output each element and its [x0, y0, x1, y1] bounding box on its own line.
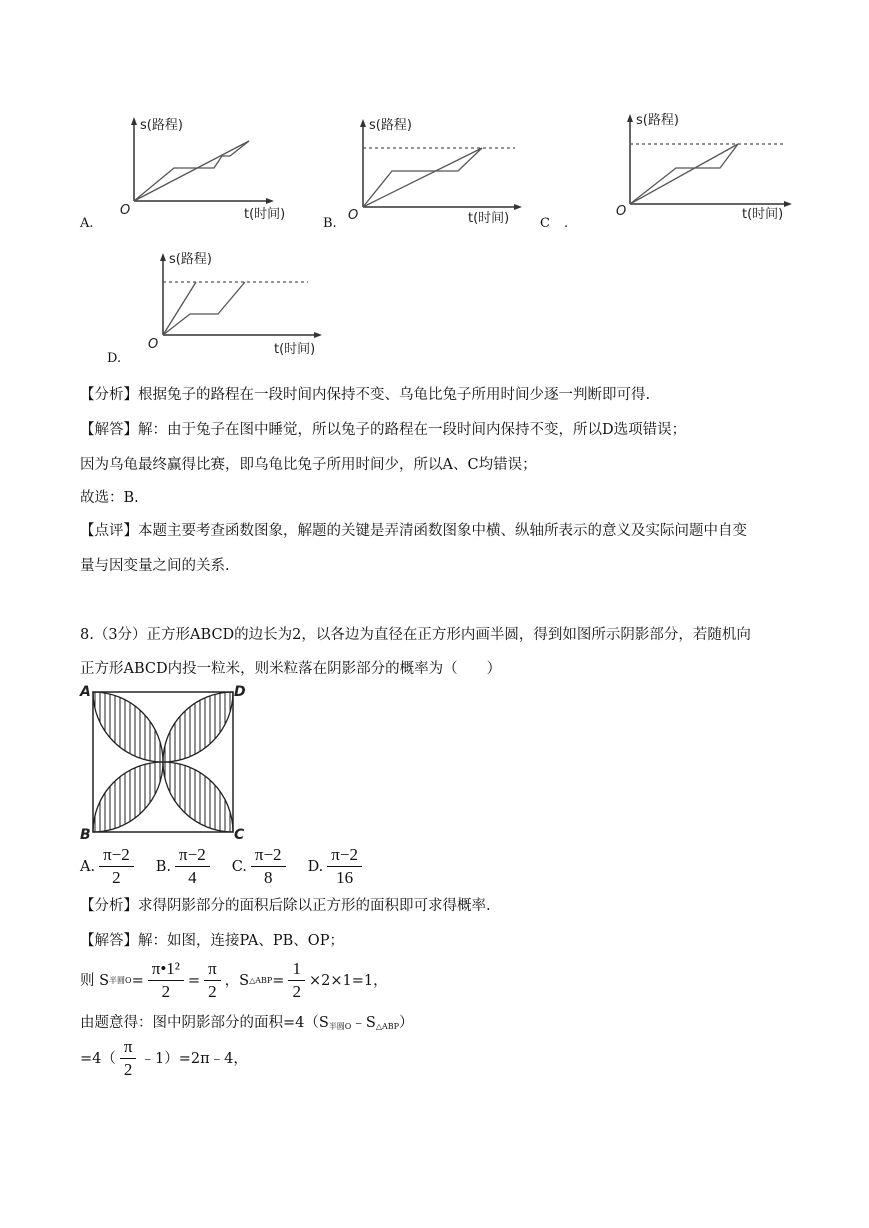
q8-stem-line1: 8.（3分）正方形ABCD的边长为2，以各边为直径在正方形内画半圆，得到如图所示阴影部分，若随机向: [80, 627, 751, 643]
q7-solution-line1: 【解答】解：由于兔子在图中睡觉，所以兔子的路程在一段时间内保持不变，所以D选项错误；: [80, 422, 687, 438]
graph-c: [598, 108, 798, 227]
q8-solution-intro: 【解答】解：如图，连接PA、PB、OP；: [80, 933, 344, 949]
q8-square-figure: [78, 682, 248, 846]
q7-comment-line1: 【点评】本题主要考查函数图象，解题的关键是弄清函数图象中横、纵轴所表示的意义及实际问题中自变: [80, 523, 747, 539]
graph-b-svg: [330, 113, 525, 225]
corner-a-label: A: [80, 684, 91, 700]
graph-c-svg: [598, 108, 798, 223]
graph-d: [130, 249, 330, 363]
q8-option-d: D. $\frac{\pi-2}{16}$: [308, 846, 366, 887]
option-b-label: B.: [323, 216, 337, 231]
q8-option-c-fraction: $\frac{\pi-2}{8}$: [251, 846, 286, 887]
origin-label: O: [148, 337, 159, 352]
q7-comment-line2: 量与因变量之间的关系.: [80, 558, 230, 574]
corner-d-label: D: [234, 684, 246, 700]
s-axis-label: s(路程): [369, 118, 412, 133]
q8-analysis: 【分析】求得阴影部分的面积后除以正方形的面积即可求得概率.: [80, 898, 491, 914]
q8-shadow-area-line: 由题意得：图中阴影部分的面积$=4(S_{半圆O}﹣S_{\triangle ABP})$: [80, 1015, 414, 1031]
origin-label: O: [120, 203, 131, 218]
q8-option-d-fraction: $\frac{\pi-2}{16}$: [327, 846, 362, 887]
q8-area-formula: 则 S 半圆O = $\frac{\text{π•1²}}{2}$ = $\frac{\pi}{2}$ ，S △ABP = $\frac{1}{2}$ ×2×1=1，: [80, 959, 388, 1001]
q8-final-line: =4（ $\frac{\pi}{2}$ ﹣1）=2π﹣4，: [80, 1037, 248, 1079]
half-fraction: $\frac{1}{2}$: [288, 960, 305, 1001]
final-pi-over-two-fraction: $\frac{\pi}{2}$: [120, 1038, 137, 1079]
origin-label: O: [616, 204, 627, 219]
option-d-label: D.: [107, 351, 122, 366]
q7-answer: 故选：B.: [80, 490, 139, 506]
q8-square-svg: [78, 682, 248, 842]
pi-over-two-fraction: $\frac{\pi}{2}$: [204, 960, 221, 1001]
origin-label: O: [348, 208, 359, 223]
semicircle-area-fraction: $\frac{\text{π•1²}}{2}$: [148, 960, 184, 1001]
s-axis-label: s(路程): [169, 252, 212, 267]
t-axis-label: t(时间): [274, 342, 316, 357]
graph-b: [330, 113, 525, 229]
option-c-label: C .: [540, 216, 569, 231]
q8-option-b: B. $\frac{\pi-2}{4}$: [156, 846, 214, 887]
t-axis-label: t(时间): [742, 207, 784, 222]
s-axis-label: s(路程): [636, 113, 679, 128]
q8-option-a-fraction: $\frac{\pi-2}{2}$: [99, 846, 134, 887]
option-a-label: A.: [80, 216, 94, 231]
graph-a: [104, 113, 286, 227]
t-axis-label: t(时间): [244, 207, 286, 222]
t-axis-label: t(时间): [468, 211, 510, 226]
corner-b-label: B: [80, 827, 91, 843]
q8-option-c: C. $\frac{\pi-2}{8}$: [232, 846, 290, 887]
corner-c-label: C: [234, 827, 245, 843]
q8-stem-line2: 正方形ABCD内投一粒米，则米粒落在阴影部分的概率为（ ）: [80, 661, 502, 677]
q8-option-b-fraction: $\frac{\pi-2}{4}$: [175, 846, 210, 887]
q7-solution-line2: 因为乌龟最终赢得比赛，即乌龟比兔子所用时间少，所以A、C均错误；: [80, 457, 537, 473]
graph-d-svg: [130, 249, 330, 359]
graph-a-svg: [104, 113, 286, 223]
q8-option-a: A. $\frac{\pi-2}{2}$: [80, 846, 138, 887]
q8-options: [80, 846, 366, 887]
q7-analysis: 【分析】根据兔子的路程在一段时间内保持不变、乌龟比兔子所用时间少逐一判断即可得.: [80, 387, 651, 403]
s-axis-label: s(路程): [140, 118, 183, 133]
